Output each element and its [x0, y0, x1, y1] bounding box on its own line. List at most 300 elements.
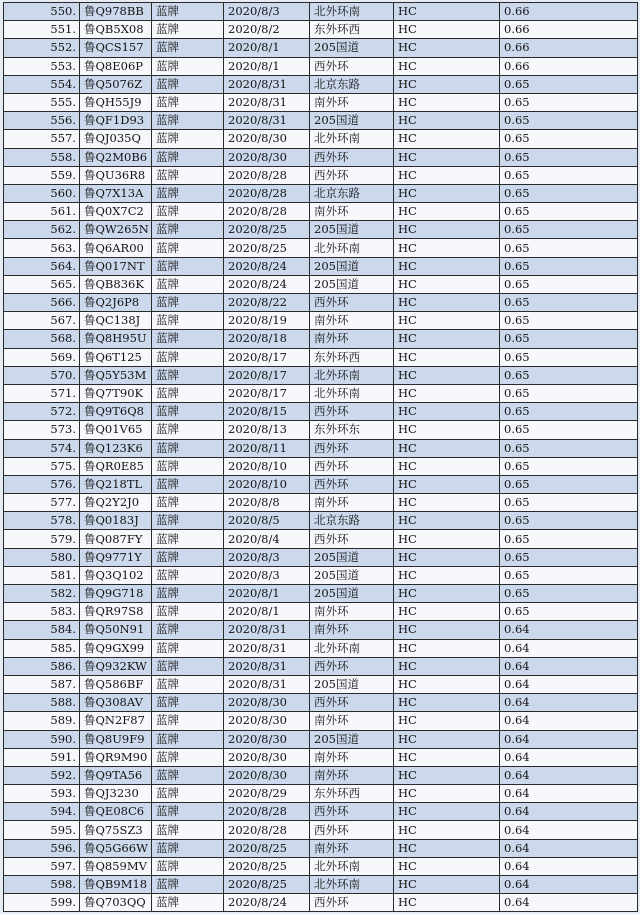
record-date-cell: 2020/8/25: [224, 857, 310, 875]
row-number-cell: 575.: [4, 457, 80, 475]
pollutant-cell: HC: [394, 821, 500, 839]
pollutant-cell: HC: [394, 585, 500, 603]
plate-type-cell: 蓝牌: [152, 839, 224, 857]
plate-type-cell: 蓝牌: [152, 675, 224, 693]
pollutant-cell: HC: [394, 548, 500, 566]
table-row: [4, 403, 638, 421]
plate-number-cell: 鲁QR9M90: [80, 748, 152, 766]
row-number-cell: 597.: [4, 857, 80, 875]
plate-number-cell: 鲁Q8U9F9: [80, 730, 152, 748]
pollutant-cell: HC: [394, 203, 500, 221]
row-number-cell: 565.: [4, 275, 80, 293]
plate-type-cell: 蓝牌: [152, 548, 224, 566]
record-date-cell: 2020/8/30: [224, 148, 310, 166]
row-number-cell: 552.: [4, 39, 80, 57]
record-date-cell: 2020/8/30: [224, 712, 310, 730]
plate-number-cell: 鲁QE08C6: [80, 803, 152, 821]
pollutant-cell: HC: [394, 421, 500, 439]
row-number-cell: 562.: [4, 221, 80, 239]
row-number-cell: 591.: [4, 748, 80, 766]
pollutant-cell: HC: [394, 494, 500, 512]
plate-number-cell: 鲁Q75SZ3: [80, 821, 152, 839]
plate-number-cell: 鲁Q6T125: [80, 348, 152, 366]
plate-number-cell: 鲁Q017NT: [80, 257, 152, 275]
row-number-cell: 554.: [4, 75, 80, 93]
emission-value-cell: 0.65: [500, 166, 638, 184]
row-number-cell: 590.: [4, 730, 80, 748]
emission-value-cell: 0.65: [500, 330, 638, 348]
pollutant-cell: HC: [394, 439, 500, 457]
road-location-cell: 南外环: [310, 203, 394, 221]
record-date-cell: 2020/8/24: [224, 275, 310, 293]
table-row: [4, 566, 638, 584]
record-date-cell: 2020/8/11: [224, 439, 310, 457]
plate-type-cell: 蓝牌: [152, 221, 224, 239]
record-date-cell: 2020/8/19: [224, 312, 310, 330]
road-location-cell: 205国道: [310, 585, 394, 603]
plate-number-cell: 鲁Q5G66W: [80, 839, 152, 857]
row-number-cell: 566.: [4, 294, 80, 312]
road-location-cell: 西外环: [310, 439, 394, 457]
record-date-cell: 2020/8/18: [224, 330, 310, 348]
row-number-cell: 580.: [4, 548, 80, 566]
pollutant-cell: HC: [394, 675, 500, 693]
road-location-cell: 205国道: [310, 548, 394, 566]
emission-value-cell: 0.65: [500, 475, 638, 493]
table-row: [4, 803, 638, 821]
emission-value-cell: 0.65: [500, 257, 638, 275]
plate-type-cell: 蓝牌: [152, 384, 224, 402]
plate-number-cell: 鲁Q0X7C2: [80, 203, 152, 221]
road-location-cell: 西外环: [310, 530, 394, 548]
pollutant-cell: HC: [394, 766, 500, 784]
plate-type-cell: 蓝牌: [152, 57, 224, 75]
road-location-cell: 东外环西: [310, 348, 394, 366]
plate-number-cell: 鲁QCS157: [80, 39, 152, 57]
plate-number-cell: 鲁QN2F87: [80, 712, 152, 730]
plate-type-cell: 蓝牌: [152, 748, 224, 766]
road-location-cell: 北外环南: [310, 130, 394, 148]
emission-value-cell: 0.65: [500, 494, 638, 512]
row-number-cell: 578.: [4, 512, 80, 530]
road-location-cell: 西外环: [310, 57, 394, 75]
pollutant-cell: HC: [394, 712, 500, 730]
pollutant-cell: HC: [394, 657, 500, 675]
plate-type-cell: 蓝牌: [152, 585, 224, 603]
emission-value-cell: 0.64: [500, 694, 638, 712]
pollutant-cell: HC: [394, 130, 500, 148]
emission-value-cell: 0.64: [500, 821, 638, 839]
emission-value-cell: 0.64: [500, 803, 638, 821]
table-row: [4, 730, 638, 748]
row-number-cell: 567.: [4, 312, 80, 330]
road-location-cell: 西外环: [310, 294, 394, 312]
plate-type-cell: 蓝牌: [152, 93, 224, 111]
road-location-cell: 南外环: [310, 839, 394, 857]
table-row: [4, 475, 638, 493]
record-date-cell: 2020/8/4: [224, 530, 310, 548]
plate-type-cell: 蓝牌: [152, 512, 224, 530]
plate-type-cell: 蓝牌: [152, 876, 224, 894]
plate-number-cell: 鲁Q9T6Q8: [80, 403, 152, 421]
plate-type-cell: 蓝牌: [152, 712, 224, 730]
plate-number-cell: 鲁Q978BB: [80, 3, 152, 21]
plate-type-cell: 蓝牌: [152, 475, 224, 493]
plate-number-cell: 鲁Q50N91: [80, 621, 152, 639]
plate-number-cell: 鲁QF1D93: [80, 112, 152, 130]
pollutant-cell: HC: [394, 639, 500, 657]
pollutant-cell: HC: [394, 839, 500, 857]
record-date-cell: 2020/8/31: [224, 112, 310, 130]
plate-type-cell: 蓝牌: [152, 366, 224, 384]
row-number-cell: 598.: [4, 876, 80, 894]
plate-number-cell: 鲁QB836K: [80, 275, 152, 293]
table-row: [4, 421, 638, 439]
pollutant-cell: HC: [394, 330, 500, 348]
table-row: [4, 603, 638, 621]
road-location-cell: 南外环: [310, 621, 394, 639]
plate-type-cell: 蓝牌: [152, 312, 224, 330]
pollutant-cell: HC: [394, 621, 500, 639]
row-number-cell: 582.: [4, 585, 80, 603]
plate-number-cell: 鲁Q7X13A: [80, 184, 152, 202]
emission-value-cell: 0.64: [500, 675, 638, 693]
plate-number-cell: 鲁Q9771Y: [80, 548, 152, 566]
road-location-cell: 北外环南: [310, 857, 394, 875]
table-row: [4, 657, 638, 675]
emission-value-cell: 0.65: [500, 275, 638, 293]
plate-type-cell: 蓝牌: [152, 439, 224, 457]
road-location-cell: 南外环: [310, 330, 394, 348]
table-row: [4, 257, 638, 275]
row-number-cell: 586.: [4, 657, 80, 675]
record-date-cell: 2020/8/8: [224, 494, 310, 512]
table-row: [4, 712, 638, 730]
road-location-cell: 205国道: [310, 730, 394, 748]
plate-number-cell: 鲁Q932KW: [80, 657, 152, 675]
plate-number-cell: 鲁Q2J6P8: [80, 294, 152, 312]
table-row: [4, 57, 638, 75]
road-location-cell: 205国道: [310, 566, 394, 584]
road-location-cell: 北京东路: [310, 184, 394, 202]
plate-type-cell: 蓝牌: [152, 275, 224, 293]
plate-type-cell: 蓝牌: [152, 766, 224, 784]
road-location-cell: 西外环: [310, 148, 394, 166]
row-number-cell: 550.: [4, 3, 80, 21]
pollutant-cell: HC: [394, 275, 500, 293]
table-row: [4, 839, 638, 857]
plate-number-cell: 鲁Q9G718: [80, 585, 152, 603]
table-row: [4, 894, 638, 912]
table-row: [4, 166, 638, 184]
record-date-cell: 2020/8/30: [224, 748, 310, 766]
pollutant-cell: HC: [394, 366, 500, 384]
emission-value-cell: 0.66: [500, 3, 638, 21]
row-number-cell: 594.: [4, 803, 80, 821]
row-number-cell: 571.: [4, 384, 80, 402]
road-location-cell: 西外环: [310, 894, 394, 912]
road-location-cell: 北外环南: [310, 639, 394, 657]
row-number-cell: 589.: [4, 712, 80, 730]
plate-number-cell: 鲁Q3Q102: [80, 566, 152, 584]
record-date-cell: 2020/8/22: [224, 294, 310, 312]
emission-value-cell: 0.65: [500, 148, 638, 166]
table-row: [4, 585, 638, 603]
pollutant-cell: HC: [394, 39, 500, 57]
emission-value-cell: 0.65: [500, 366, 638, 384]
plate-number-cell: 鲁Q123K6: [80, 439, 152, 457]
table-row: [4, 130, 638, 148]
plate-number-cell: 鲁QB9M18: [80, 876, 152, 894]
plate-type-cell: 蓝牌: [152, 75, 224, 93]
plate-type-cell: 蓝牌: [152, 621, 224, 639]
road-location-cell: 205国道: [310, 221, 394, 239]
pollutant-cell: HC: [394, 348, 500, 366]
plate-number-cell: 鲁Q703QQ: [80, 894, 152, 912]
pollutant-cell: HC: [394, 112, 500, 130]
table-row: [4, 294, 638, 312]
emission-value-cell: 0.64: [500, 839, 638, 857]
plate-type-cell: 蓝牌: [152, 330, 224, 348]
plate-type-cell: 蓝牌: [152, 894, 224, 912]
road-location-cell: 北京东路: [310, 512, 394, 530]
road-location-cell: 东外环西: [310, 785, 394, 803]
record-date-cell: 2020/8/25: [224, 239, 310, 257]
row-number-cell: 570.: [4, 366, 80, 384]
plate-type-cell: 蓝牌: [152, 403, 224, 421]
plate-type-cell: 蓝牌: [152, 130, 224, 148]
row-number-cell: 588.: [4, 694, 80, 712]
plate-number-cell: 鲁QC138J: [80, 312, 152, 330]
row-number-cell: 581.: [4, 566, 80, 584]
plate-number-cell: 鲁Q859MV: [80, 857, 152, 875]
pollutant-cell: HC: [394, 3, 500, 21]
plate-number-cell: 鲁Q308AV: [80, 694, 152, 712]
table-row: [4, 39, 638, 57]
record-date-cell: 2020/8/24: [224, 894, 310, 912]
record-date-cell: 2020/8/3: [224, 566, 310, 584]
row-number-cell: 599.: [4, 894, 80, 912]
record-date-cell: 2020/8/3: [224, 3, 310, 21]
row-number-cell: 584.: [4, 621, 80, 639]
pollutant-cell: HC: [394, 457, 500, 475]
record-date-cell: 2020/8/15: [224, 403, 310, 421]
emission-value-cell: 0.65: [500, 93, 638, 111]
record-date-cell: 2020/8/25: [224, 221, 310, 239]
emission-value-cell: 0.66: [500, 39, 638, 57]
road-location-cell: 205国道: [310, 257, 394, 275]
road-location-cell: 东外环西: [310, 21, 394, 39]
plate-number-cell: 鲁Q8E06P: [80, 57, 152, 75]
emission-value-cell: 0.64: [500, 621, 638, 639]
road-location-cell: 南外环: [310, 312, 394, 330]
plate-number-cell: 鲁QU36R8: [80, 166, 152, 184]
table-row: [4, 748, 638, 766]
emission-value-cell: 0.65: [500, 403, 638, 421]
row-number-cell: 555.: [4, 93, 80, 111]
record-date-cell: 2020/8/25: [224, 876, 310, 894]
road-location-cell: 西外环: [310, 657, 394, 675]
plate-number-cell: 鲁Q8H95U: [80, 330, 152, 348]
road-location-cell: 北京东路: [310, 75, 394, 93]
plate-type-cell: 蓝牌: [152, 3, 224, 21]
pollutant-cell: HC: [394, 512, 500, 530]
emission-records-table: [3, 2, 638, 912]
plate-type-cell: 蓝牌: [152, 348, 224, 366]
road-location-cell: 北外环南: [310, 366, 394, 384]
plate-type-cell: 蓝牌: [152, 803, 224, 821]
row-number-cell: 593.: [4, 785, 80, 803]
plate-type-cell: 蓝牌: [152, 39, 224, 57]
table-row: [4, 621, 638, 639]
record-date-cell: 2020/8/28: [224, 166, 310, 184]
emission-value-cell: 0.64: [500, 748, 638, 766]
record-date-cell: 2020/8/2: [224, 21, 310, 39]
emission-value-cell: 0.65: [500, 530, 638, 548]
table-row: [4, 457, 638, 475]
plate-number-cell: 鲁QB5X08: [80, 21, 152, 39]
pollutant-cell: HC: [394, 75, 500, 93]
road-location-cell: 北外环南: [310, 3, 394, 21]
table-row: [4, 330, 638, 348]
record-date-cell: 2020/8/10: [224, 475, 310, 493]
emission-value-cell: 0.65: [500, 239, 638, 257]
table-row: [4, 221, 638, 239]
emission-value-cell: 0.65: [500, 421, 638, 439]
row-number-cell: 576.: [4, 475, 80, 493]
pollutant-cell: HC: [394, 785, 500, 803]
table-row: [4, 184, 638, 202]
row-number-cell: 592.: [4, 766, 80, 784]
pollutant-cell: HC: [394, 384, 500, 402]
pollutant-cell: HC: [394, 876, 500, 894]
table-row: [4, 21, 638, 39]
row-number-cell: 563.: [4, 239, 80, 257]
record-date-cell: 2020/8/17: [224, 366, 310, 384]
road-location-cell: 西外环: [310, 803, 394, 821]
record-date-cell: 2020/8/1: [224, 585, 310, 603]
plate-type-cell: 蓝牌: [152, 603, 224, 621]
record-date-cell: 2020/8/31: [224, 675, 310, 693]
emission-value-cell: 0.64: [500, 766, 638, 784]
table-body: [4, 3, 638, 912]
emission-value-cell: 0.64: [500, 876, 638, 894]
plate-number-cell: 鲁QR97S8: [80, 603, 152, 621]
plate-number-cell: 鲁Q5076Z: [80, 75, 152, 93]
table-row: [4, 675, 638, 693]
row-number-cell: 572.: [4, 403, 80, 421]
record-date-cell: 2020/8/13: [224, 421, 310, 439]
row-number-cell: 556.: [4, 112, 80, 130]
emission-value-cell: 0.65: [500, 384, 638, 402]
emission-value-cell: 0.65: [500, 75, 638, 93]
pollutant-cell: HC: [394, 239, 500, 257]
record-date-cell: 2020/8/1: [224, 603, 310, 621]
table-row: [4, 93, 638, 111]
plate-number-cell: 鲁Q586BF: [80, 675, 152, 693]
emission-value-cell: 0.65: [500, 566, 638, 584]
road-location-cell: 南外环: [310, 603, 394, 621]
road-location-cell: 205国道: [310, 39, 394, 57]
plate-number-cell: 鲁QR0E85: [80, 457, 152, 475]
row-number-cell: 595.: [4, 821, 80, 839]
row-number-cell: 585.: [4, 639, 80, 657]
emission-value-cell: 0.64: [500, 785, 638, 803]
table-row: [4, 512, 638, 530]
emission-value-cell: 0.64: [500, 712, 638, 730]
emission-value-cell: 0.64: [500, 857, 638, 875]
emission-value-cell: 0.65: [500, 512, 638, 530]
plate-type-cell: 蓝牌: [152, 294, 224, 312]
table-row: [4, 3, 638, 21]
record-date-cell: 2020/8/31: [224, 621, 310, 639]
emission-value-cell: 0.65: [500, 348, 638, 366]
road-location-cell: 南外环: [310, 712, 394, 730]
record-date-cell: 2020/8/17: [224, 384, 310, 402]
emission-value-cell: 0.65: [500, 457, 638, 475]
record-date-cell: 2020/8/31: [224, 75, 310, 93]
pollutant-cell: HC: [394, 730, 500, 748]
emission-value-cell: 0.65: [500, 221, 638, 239]
plate-type-cell: 蓝牌: [152, 421, 224, 439]
row-number-cell: 557.: [4, 130, 80, 148]
plate-type-cell: 蓝牌: [152, 203, 224, 221]
plate-number-cell: 鲁Q0183J: [80, 512, 152, 530]
plate-number-cell: 鲁Q01V65: [80, 421, 152, 439]
plate-number-cell: 鲁QH55J9: [80, 93, 152, 111]
emission-value-cell: 0.65: [500, 548, 638, 566]
record-date-cell: 2020/8/1: [224, 39, 310, 57]
plate-number-cell: 鲁Q9TA56: [80, 766, 152, 784]
row-number-cell: 573.: [4, 421, 80, 439]
road-location-cell: 东外环东: [310, 421, 394, 439]
table-row: [4, 275, 638, 293]
record-date-cell: 2020/8/28: [224, 203, 310, 221]
emission-value-cell: 0.65: [500, 184, 638, 202]
table-row: [4, 348, 638, 366]
emission-value-cell: 0.65: [500, 439, 638, 457]
pollutant-cell: HC: [394, 857, 500, 875]
plate-number-cell: 鲁Q2M0B6: [80, 148, 152, 166]
plate-number-cell: 鲁Q6AR00: [80, 239, 152, 257]
plate-type-cell: 蓝牌: [152, 457, 224, 475]
plate-number-cell: 鲁Q087FY: [80, 530, 152, 548]
table-row: [4, 312, 638, 330]
pollutant-cell: HC: [394, 294, 500, 312]
emission-value-cell: 0.64: [500, 639, 638, 657]
table-row: [4, 694, 638, 712]
emission-value-cell: 0.66: [500, 21, 638, 39]
plate-type-cell: 蓝牌: [152, 530, 224, 548]
table-row: [4, 75, 638, 93]
pollutant-cell: HC: [394, 603, 500, 621]
row-number-cell: 583.: [4, 603, 80, 621]
record-date-cell: 2020/8/30: [224, 694, 310, 712]
record-date-cell: 2020/8/10: [224, 457, 310, 475]
table-row: [4, 785, 638, 803]
plate-type-cell: 蓝牌: [152, 239, 224, 257]
row-number-cell: 553.: [4, 57, 80, 75]
pollutant-cell: HC: [394, 530, 500, 548]
road-location-cell: 西外环: [310, 166, 394, 184]
plate-number-cell: 鲁QJ3230: [80, 785, 152, 803]
table-row: [4, 384, 638, 402]
record-date-cell: 2020/8/31: [224, 639, 310, 657]
plate-type-cell: 蓝牌: [152, 566, 224, 584]
row-number-cell: 596.: [4, 839, 80, 857]
road-location-cell: 南外环: [310, 93, 394, 111]
road-location-cell: 西外环: [310, 403, 394, 421]
